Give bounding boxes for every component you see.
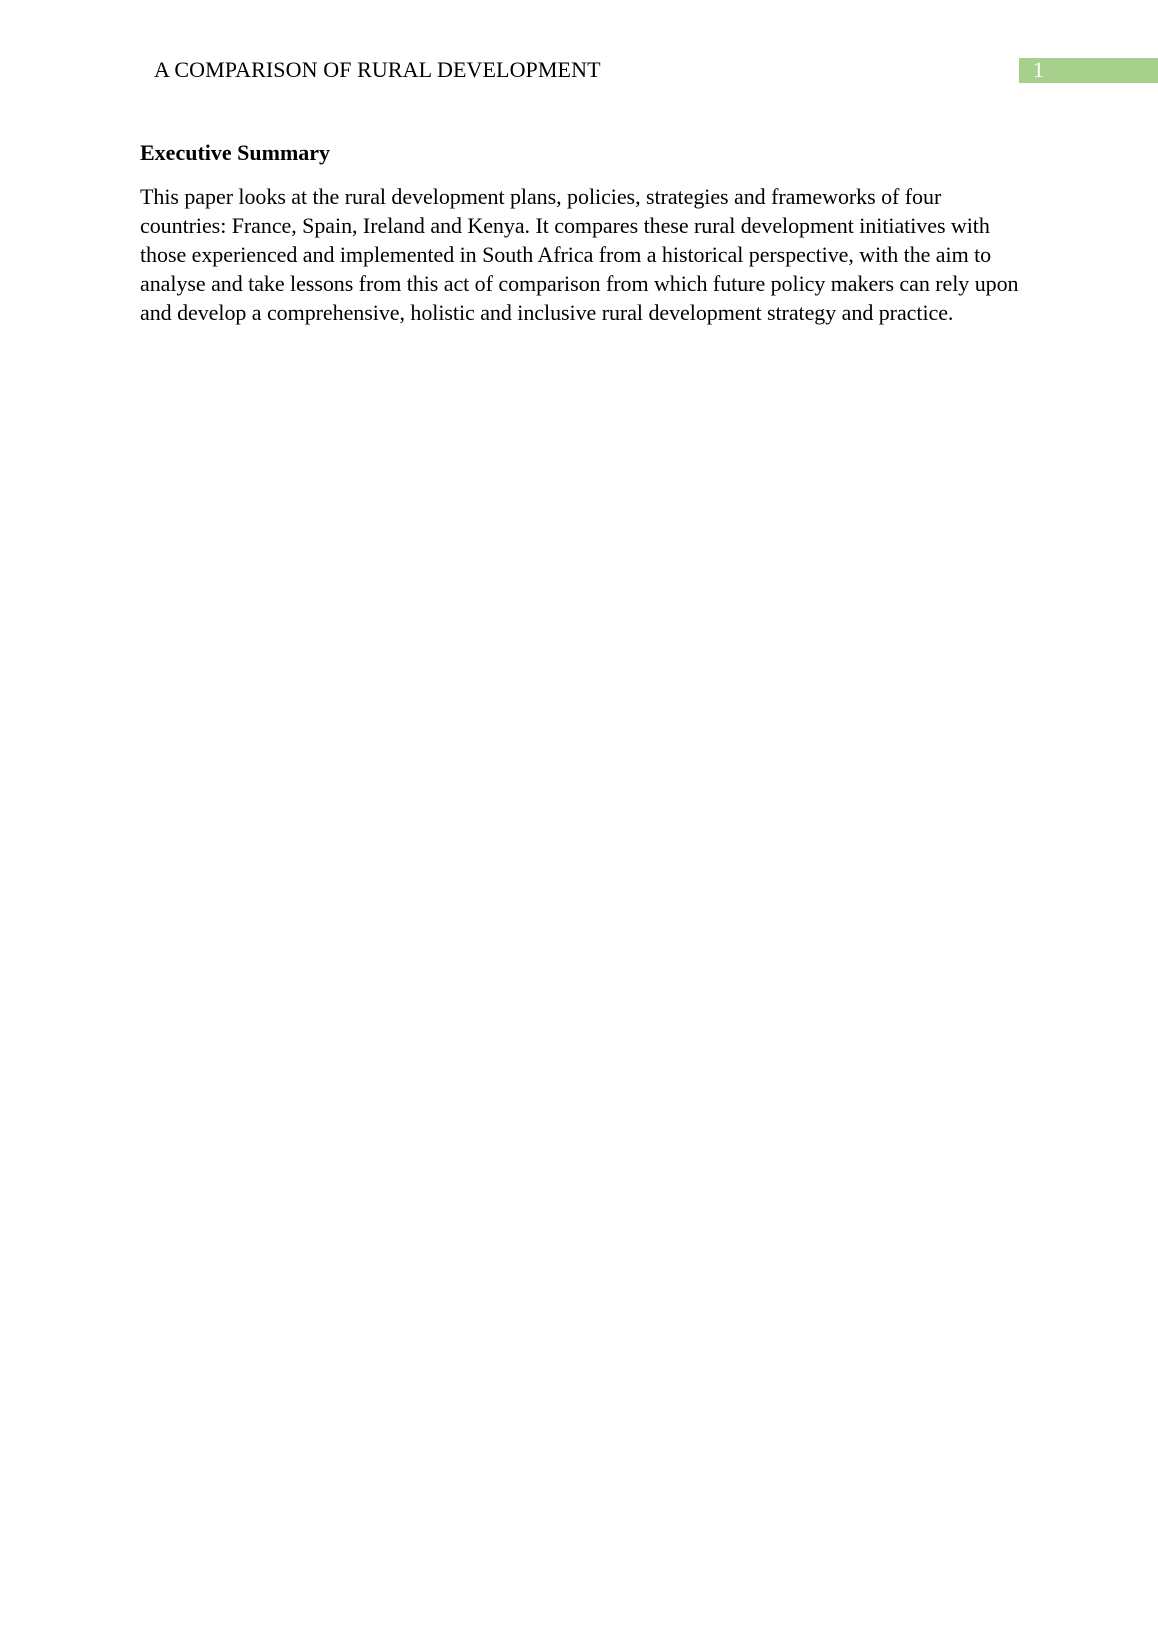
section-heading: Executive Summary (140, 140, 331, 165)
page-number: 1 (1033, 57, 1044, 82)
summary-paragraph: This paper looks at the rural development plans, policies, strategies and frameworks of four countries: France, Spain, Ireland and Kenya. It compares these rural development initiatives with those experienced and implemented in South Africa from a historical perspective, with the aim to analyse and take lessons from this act of comparison from which future policy makers can rely upon and develop a comprehensive, holistic and inclusive rural development strategy and practice. (140, 184, 1019, 325)
document-body (140, 138, 1020, 327)
page-number-bar (1019, 58, 1158, 83)
running-head: A COMPARISON OF RURAL DEVELOPMENT (154, 57, 601, 82)
